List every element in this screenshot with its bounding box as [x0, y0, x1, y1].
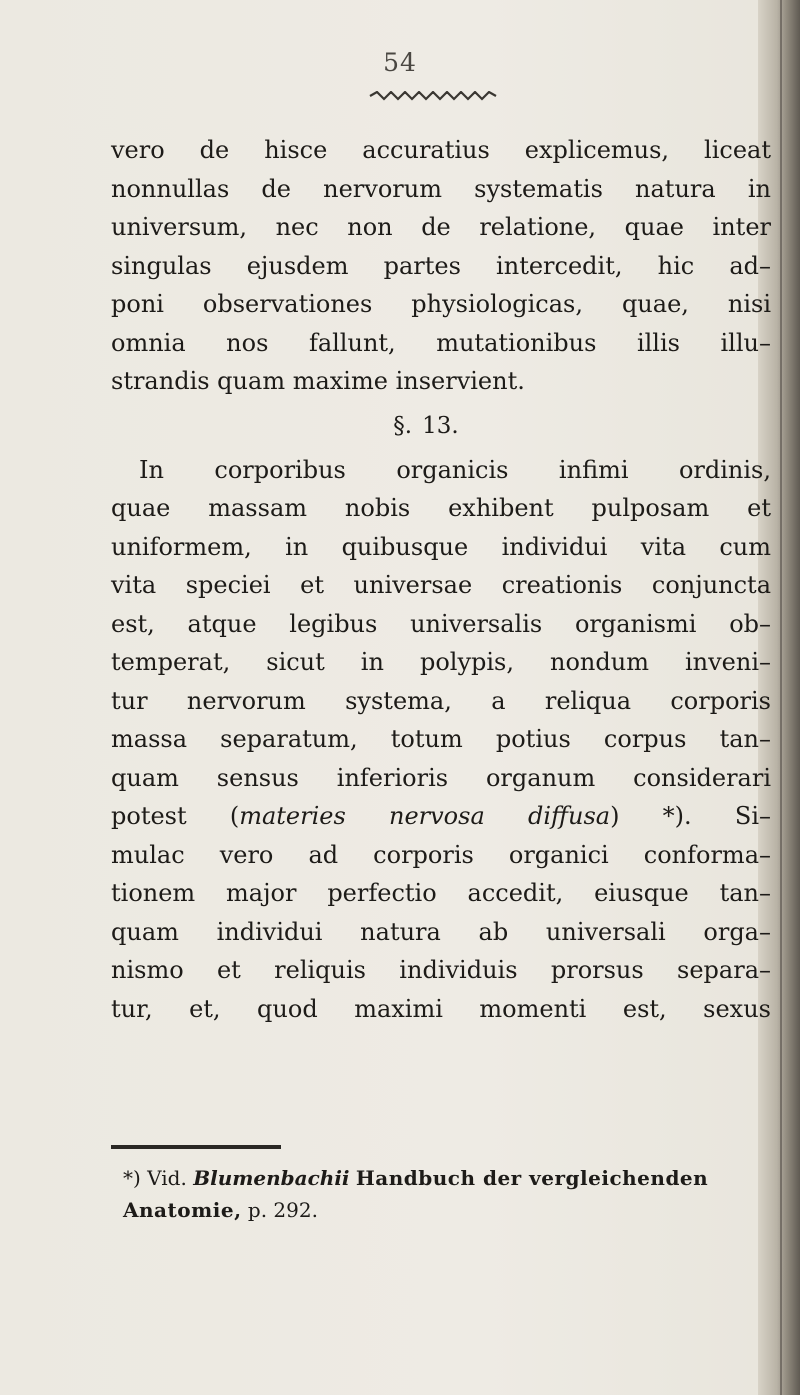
section-number: 13.: [422, 412, 459, 439]
footnote-rule: [111, 1145, 281, 1149]
text-line: uniformem, in quibusque individui vita cum: [111, 532, 771, 561]
footnote-marker: *): [123, 1166, 141, 1190]
body-text: [111, 131, 771, 1028]
spine-shadow-line: [780, 0, 782, 1395]
text-line: est, atque legibus universalis organismi ob–: [111, 609, 771, 638]
page-header-ornament: [368, 91, 498, 101]
text-line: quam sensus inferioris organum considerari: [111, 763, 771, 792]
section-symbol: §.: [393, 412, 413, 439]
footnote: [123, 1162, 723, 1226]
text-line: nismo et reliquis individuis prorsus separa–: [111, 956, 771, 984]
text-line: quam individui natura ab universali orga–: [111, 917, 771, 946]
text-segment: ) *). Si–: [610, 802, 772, 830]
text-line: mulac vero ad corporis organici conforma–: [111, 840, 771, 869]
footnote-title-part: Anatomie,: [123, 1198, 242, 1222]
text-line: strandis quam maxime inservient.: [111, 367, 525, 395]
text-line-with-italic: [111, 797, 771, 836]
text-line: poni observationes physiologicas, quae, nisi: [111, 290, 771, 318]
text-line: omnia nos fallunt, mutationibus illis illu–: [111, 328, 771, 357]
italic-term: materies nervosa diffusa: [239, 802, 611, 830]
text-line: massa separatum, totum potius corpus tan–: [111, 725, 771, 753]
text-line: vita speciei et universae creationis conjuncta: [111, 571, 771, 599]
footnote-page-ref: p. 292.: [247, 1198, 318, 1222]
text-line: In corporibus organicis infimi ordinis,: [139, 455, 771, 484]
text-line: quae massam nobis exhibent pulposam et: [111, 494, 771, 522]
text-line: temperat, sicut in polypis, nondum inveni–: [111, 648, 771, 676]
section-heading: [81, 401, 771, 451]
page-number: 54: [383, 48, 417, 77]
text-line: tur, et, quod maximi momenti est, sexus: [111, 994, 771, 1023]
footnote-title-part: Handbuch der vergleichenden: [355, 1166, 709, 1190]
text-line: universum, nec non de relatione, quae inter: [111, 213, 771, 241]
footnote-author: Blumenbachii: [193, 1166, 350, 1190]
footnote-line: [123, 1194, 723, 1226]
text-segment: potest (: [111, 802, 240, 830]
text-line: tur nervorum systema, a reliqua corporis: [111, 686, 771, 715]
footnote-line: [123, 1162, 723, 1194]
footnote-abbr: Vid.: [147, 1166, 187, 1190]
text-line: vero de hisce accuratius explicemus, liceat: [111, 136, 771, 164]
text-line: singulas ejusdem partes intercedit, hic ad–: [111, 251, 771, 280]
text-line: nonnullas de nervorum systematis natura in: [111, 174, 771, 203]
text-line: tionem major perfectio accedit, eiusque tan–: [111, 879, 771, 907]
